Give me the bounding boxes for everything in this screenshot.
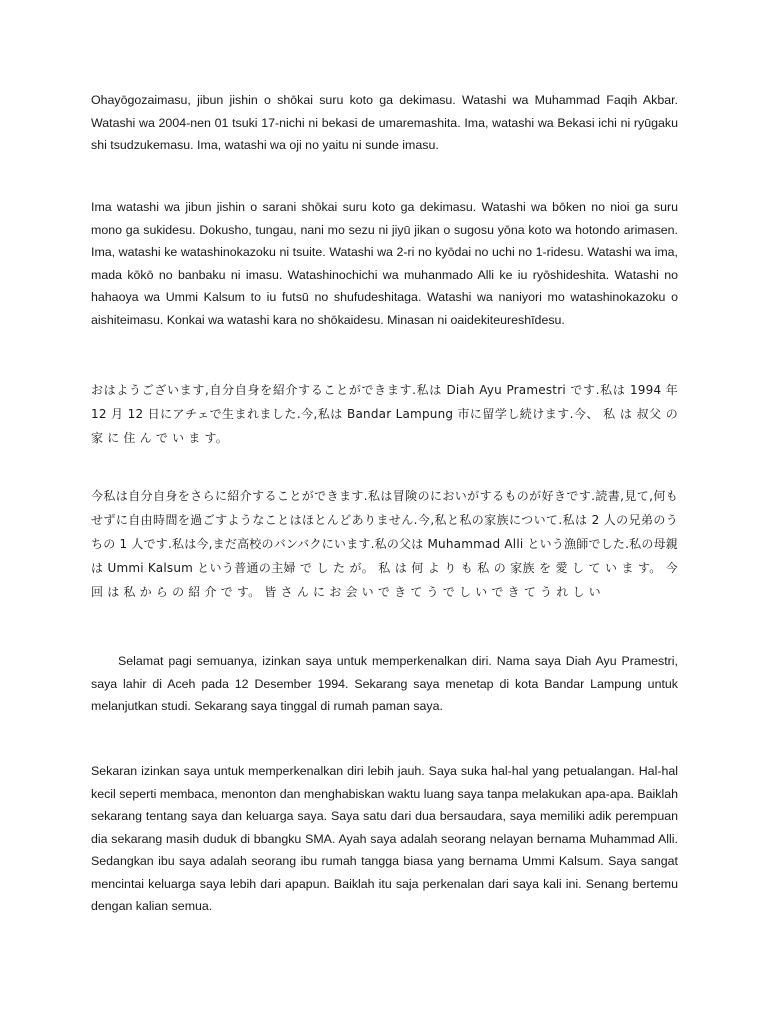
paragraph-romaji-details: Ima watashi wa jibun jishin o sarani shōkai suru koto ga dekimasu. Watashi wa bōken no nioi ga suru mono ga sukidesu. Dokusho, tungau, nani mo sezu ni jiyū jikan o sugosu yōna koto wa hotondo arimasen. Ima, watashi ke watashinokazoku ni tsuite. Watashi wa 2-ri no kyōdai no uchi no 1-ridesu. Watashi wa ima, mada kōkō no banbaku ni imasu. Watashinochichi wa muhanmado Alli ke iu ryōshideshita. Watashi no hahaoya wa Ummi Kalsum to iu futsū no shufudeshitaga. Watashi wa naniyori mo watashinokazoku o aishiteimasu. Konkai wa watashi kara no shōkaidesu. Minasan ni oaidekiteureshīdesu. — [91, 200, 678, 327]
paragraph-japanese-intro: おはようございます,自分自身を紹介することができます.私は Diah Ayu Pramestri です.私は 1994 年 12 月 12 日にアチェで生まれました.今,私は Bandar Lampung 市に留学し続けます.今、 私 は 叔父 の 家 に 住 ん で い ま す。 — [91, 383, 678, 445]
paragraph-indonesian-intro: Selamat pagi semuanya, izinkan saya untuk memperkenalkan diri. Nama saya Diah Ayu Pramestri, saya lahir di Aceh pada 12 Desember 1994. Sekarang saya menetap di kota Bandar Lampung untuk melanjutkan studi. Sekarang saya tinggal di rumah paman saya. — [91, 654, 678, 713]
paragraph-romaji-intro: Ohayōgozaimasu, jibun jishin o shōkai suru koto ga dekimasu. Watashi wa Muhammad Faqih Akbar. Watashi wa 2004-nen 01 tsuki 17-nichi ni bekasi de umaremashita. Ima, watashi wa Bekasi ichi ni ryūgaku shi tsudzukemasu. Ima, watashi wa oji no yaitu ni sunde imasu. — [91, 93, 678, 152]
paragraph-indonesian-details: Sekaran izinkan saya untuk memperkenalkan diri lebih jauh. Saya suka hal-hal yang petualangan. Hal-hal kecil seperti membaca, menonton dan menghabiskan waktu luang saya tanpa melakukan apa-apa. Baiklah sekarang tentang saya dan keluarga saya. Saya satu dari dua bersaudara, saya memiliki adik perempuan dia sekarang masih duduk di bbangku SMA. Ayah saya adalah seorang nelayan bernama Muhammad Alli. Sedangkan ibu saya adalah seorang ibu rumah tangga biasa yang bernama Ummi Kalsum. Saya sangat mencintai keluarga saya lebih dari apapun. Baiklah itu saja perkenalan dari saya kali ini. Senang bertemu dengan kalian semua. — [91, 764, 678, 913]
paragraph-japanese-details: 今私は自分自身をさらに紹介することができます.私は冒険のにおいがするものが好きです.読書,見て,何もせずに自由時間を過ごすようなことはほとんどありません.今,私と私の家族について.私は 2 人の兄弟のうちの 1 人です.私は今,まだ高校のバンバクにいます.私の父は Muhammad Alli という漁師でした.私の母親は Ummi Kalsum という普通の主婦 で し た が。 私 は 何 よ り も 私 の 家族 を 愛 し て い ま す。 今 回 は 私 か ら の 紹 介 で す。 皆 さ ん に お 会 い で き て う で し い で き て う れ し い — [91, 489, 678, 599]
